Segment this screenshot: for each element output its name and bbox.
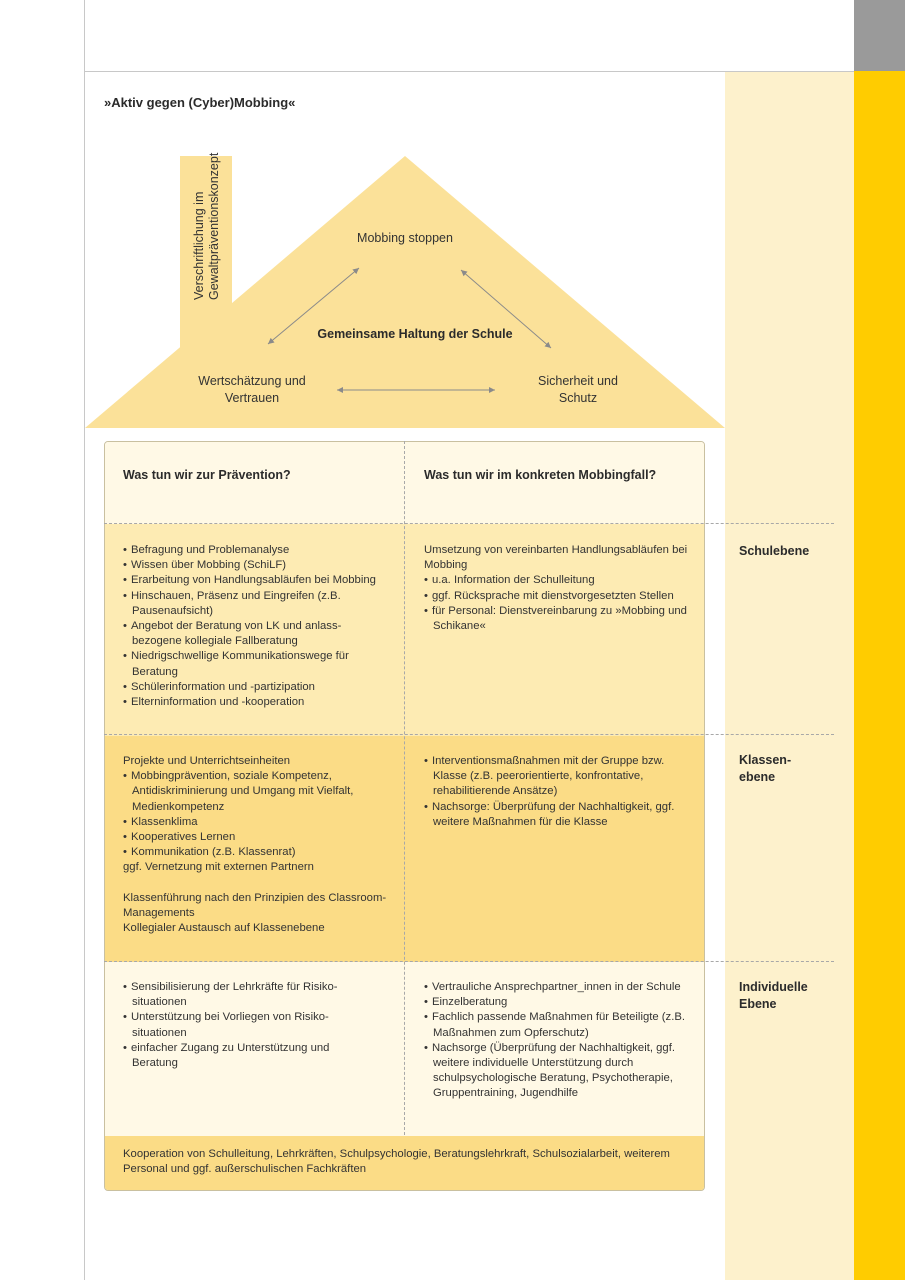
list-item: • Angebot der Beratung von LK und anlass-bezogene kollegiale Fallberatung bbox=[123, 619, 388, 649]
list-item: • für Personal: Dienstvereinbarung zu »Mobbing und Schikane« bbox=[424, 604, 699, 634]
list-item: • Erarbeitung von Handlungsabläufen bei Mobbing bbox=[123, 573, 388, 588]
cell-class-mobbing-case bbox=[424, 754, 699, 830]
cell-individual-prevention bbox=[123, 980, 368, 1071]
list-item: • Mobbingprävention, soziale Kompetenz, Antidiskriminierung und Umgang mit Vielfalt, Medienkompetenz bbox=[123, 769, 388, 815]
cell-individual-mobbing-case bbox=[424, 980, 699, 1102]
level-label-school: Schulebene bbox=[739, 544, 810, 558]
list-item: • Einzelberatung bbox=[424, 995, 699, 1010]
cell-text: Kollegialer Austausch auf Klassenebene bbox=[123, 922, 325, 935]
list-item: • Kommunikation (z.B. Klassenrat) bbox=[123, 845, 388, 860]
chimney-text: Verschriftlichung im Gewaltpräventionskonzept bbox=[192, 152, 221, 300]
column-divider bbox=[404, 441, 405, 1135]
list-item: • Nachsorge: Überprüfung der Nachhaltigkeit, ggf. weitere Maßnahmen für die Klasse bbox=[424, 800, 699, 830]
spacer bbox=[123, 876, 388, 891]
list-item: • Kooperatives Lernen bbox=[123, 830, 388, 845]
center-label: Gemeinsame Haltung der Schule bbox=[317, 327, 513, 341]
list-item: • Nachsorge (Überprüfung der Nachhaltigkeit, ggf. weitere individuelle Unterstützung durch schulpsychologische Beratung, Psychotherapie, Gruppentraining, Jugendhilfe bbox=[424, 1041, 699, 1102]
node-wertschaetzung: Wertschätzung und Vertrauen bbox=[198, 374, 306, 405]
list-item: • ggf. Rücksprache mit dienstvorgesetzten Stellen bbox=[424, 589, 699, 604]
list-item: • Elterninformation und -kooperation bbox=[123, 695, 388, 710]
list-item: • Vertrauliche Ansprechpartner_innen in der Schule bbox=[424, 980, 699, 995]
node-mobbing-stoppen: Mobbing stoppen bbox=[357, 231, 453, 245]
level-label-individual: Individuelle Ebene bbox=[739, 980, 808, 1011]
cell-text: Klassenführung nach den Prinzipien des Classroom-Managements bbox=[123, 891, 387, 919]
list-item: • Unterstützung bei Vorliegen von Risiko-situationen bbox=[123, 1010, 368, 1040]
list-item: • Interventionsmaßnahmen mit der Gruppe bzw. Klasse (z.B. peerorientierte, konfrontative, rehabilitierende Ansätze) bbox=[424, 754, 699, 800]
cell-school-prevention bbox=[123, 543, 388, 710]
row-divider bbox=[104, 961, 834, 962]
list-item: • Niedrigschwellige Kommunikationswege für Beratung bbox=[123, 649, 388, 679]
cell-class-prevention bbox=[123, 754, 388, 936]
list-item: • Fachlich passende Maßnahmen für Beteiligte (z.B. Maßnahmen zum Opferschutz) bbox=[424, 1010, 699, 1040]
cell-text: ggf. Vernetzung mit externen Partnern bbox=[123, 861, 314, 874]
node-sicherheit: Sicherheit und Schutz bbox=[538, 374, 618, 405]
list-item: • Sensibilisierung der Lehrkräfte für Risiko-situationen bbox=[123, 980, 368, 1010]
page-heading: »Aktiv gegen (Cyber)Mobbing« bbox=[104, 95, 296, 110]
header-band bbox=[105, 442, 705, 524]
list-item: • Schülerinformation und -partizipation bbox=[123, 680, 388, 695]
house-diagram bbox=[0, 0, 905, 440]
list-item: • Hinschauen, Präsenz und Eingreifen (z.B. Pausenaufsicht) bbox=[123, 589, 388, 619]
cell-intro: Projekte und Unterrichtseinheiten bbox=[123, 755, 291, 767]
column-header-prevention: Was tun wir zur Prävention? bbox=[123, 468, 291, 482]
cell-school-mobbing-case bbox=[424, 543, 699, 634]
row-divider bbox=[104, 523, 834, 524]
list-item: • u.a. Information der Schulleitung bbox=[424, 573, 699, 588]
row-divider bbox=[104, 734, 834, 735]
list-item: • einfacher Zugang zu Unterstützung und Beratung bbox=[123, 1041, 368, 1071]
cell-intro: Umsetzung von vereinbarten Handlungsabläufen bei Mobbing bbox=[424, 544, 688, 572]
column-header-mobbing-case: Was tun wir im konkreten Mobbingfall? bbox=[424, 468, 657, 482]
cooperation-footer: Kooperation von Schulleitung, Lehrkräften, Schulpsychologie, Beratungslehrkraft, Schulsozialarbeit, weiterem Personal und ggf. außerschulischen Fachkräften bbox=[123, 1148, 670, 1176]
level-label-class: Klassen-ebene bbox=[739, 753, 792, 784]
list-item: • Klassenklima bbox=[123, 815, 388, 830]
list-item: • Befragung und Problemanalyse bbox=[123, 543, 388, 558]
list-item: • Wissen über Mobbing (SchiLF) bbox=[123, 558, 388, 573]
